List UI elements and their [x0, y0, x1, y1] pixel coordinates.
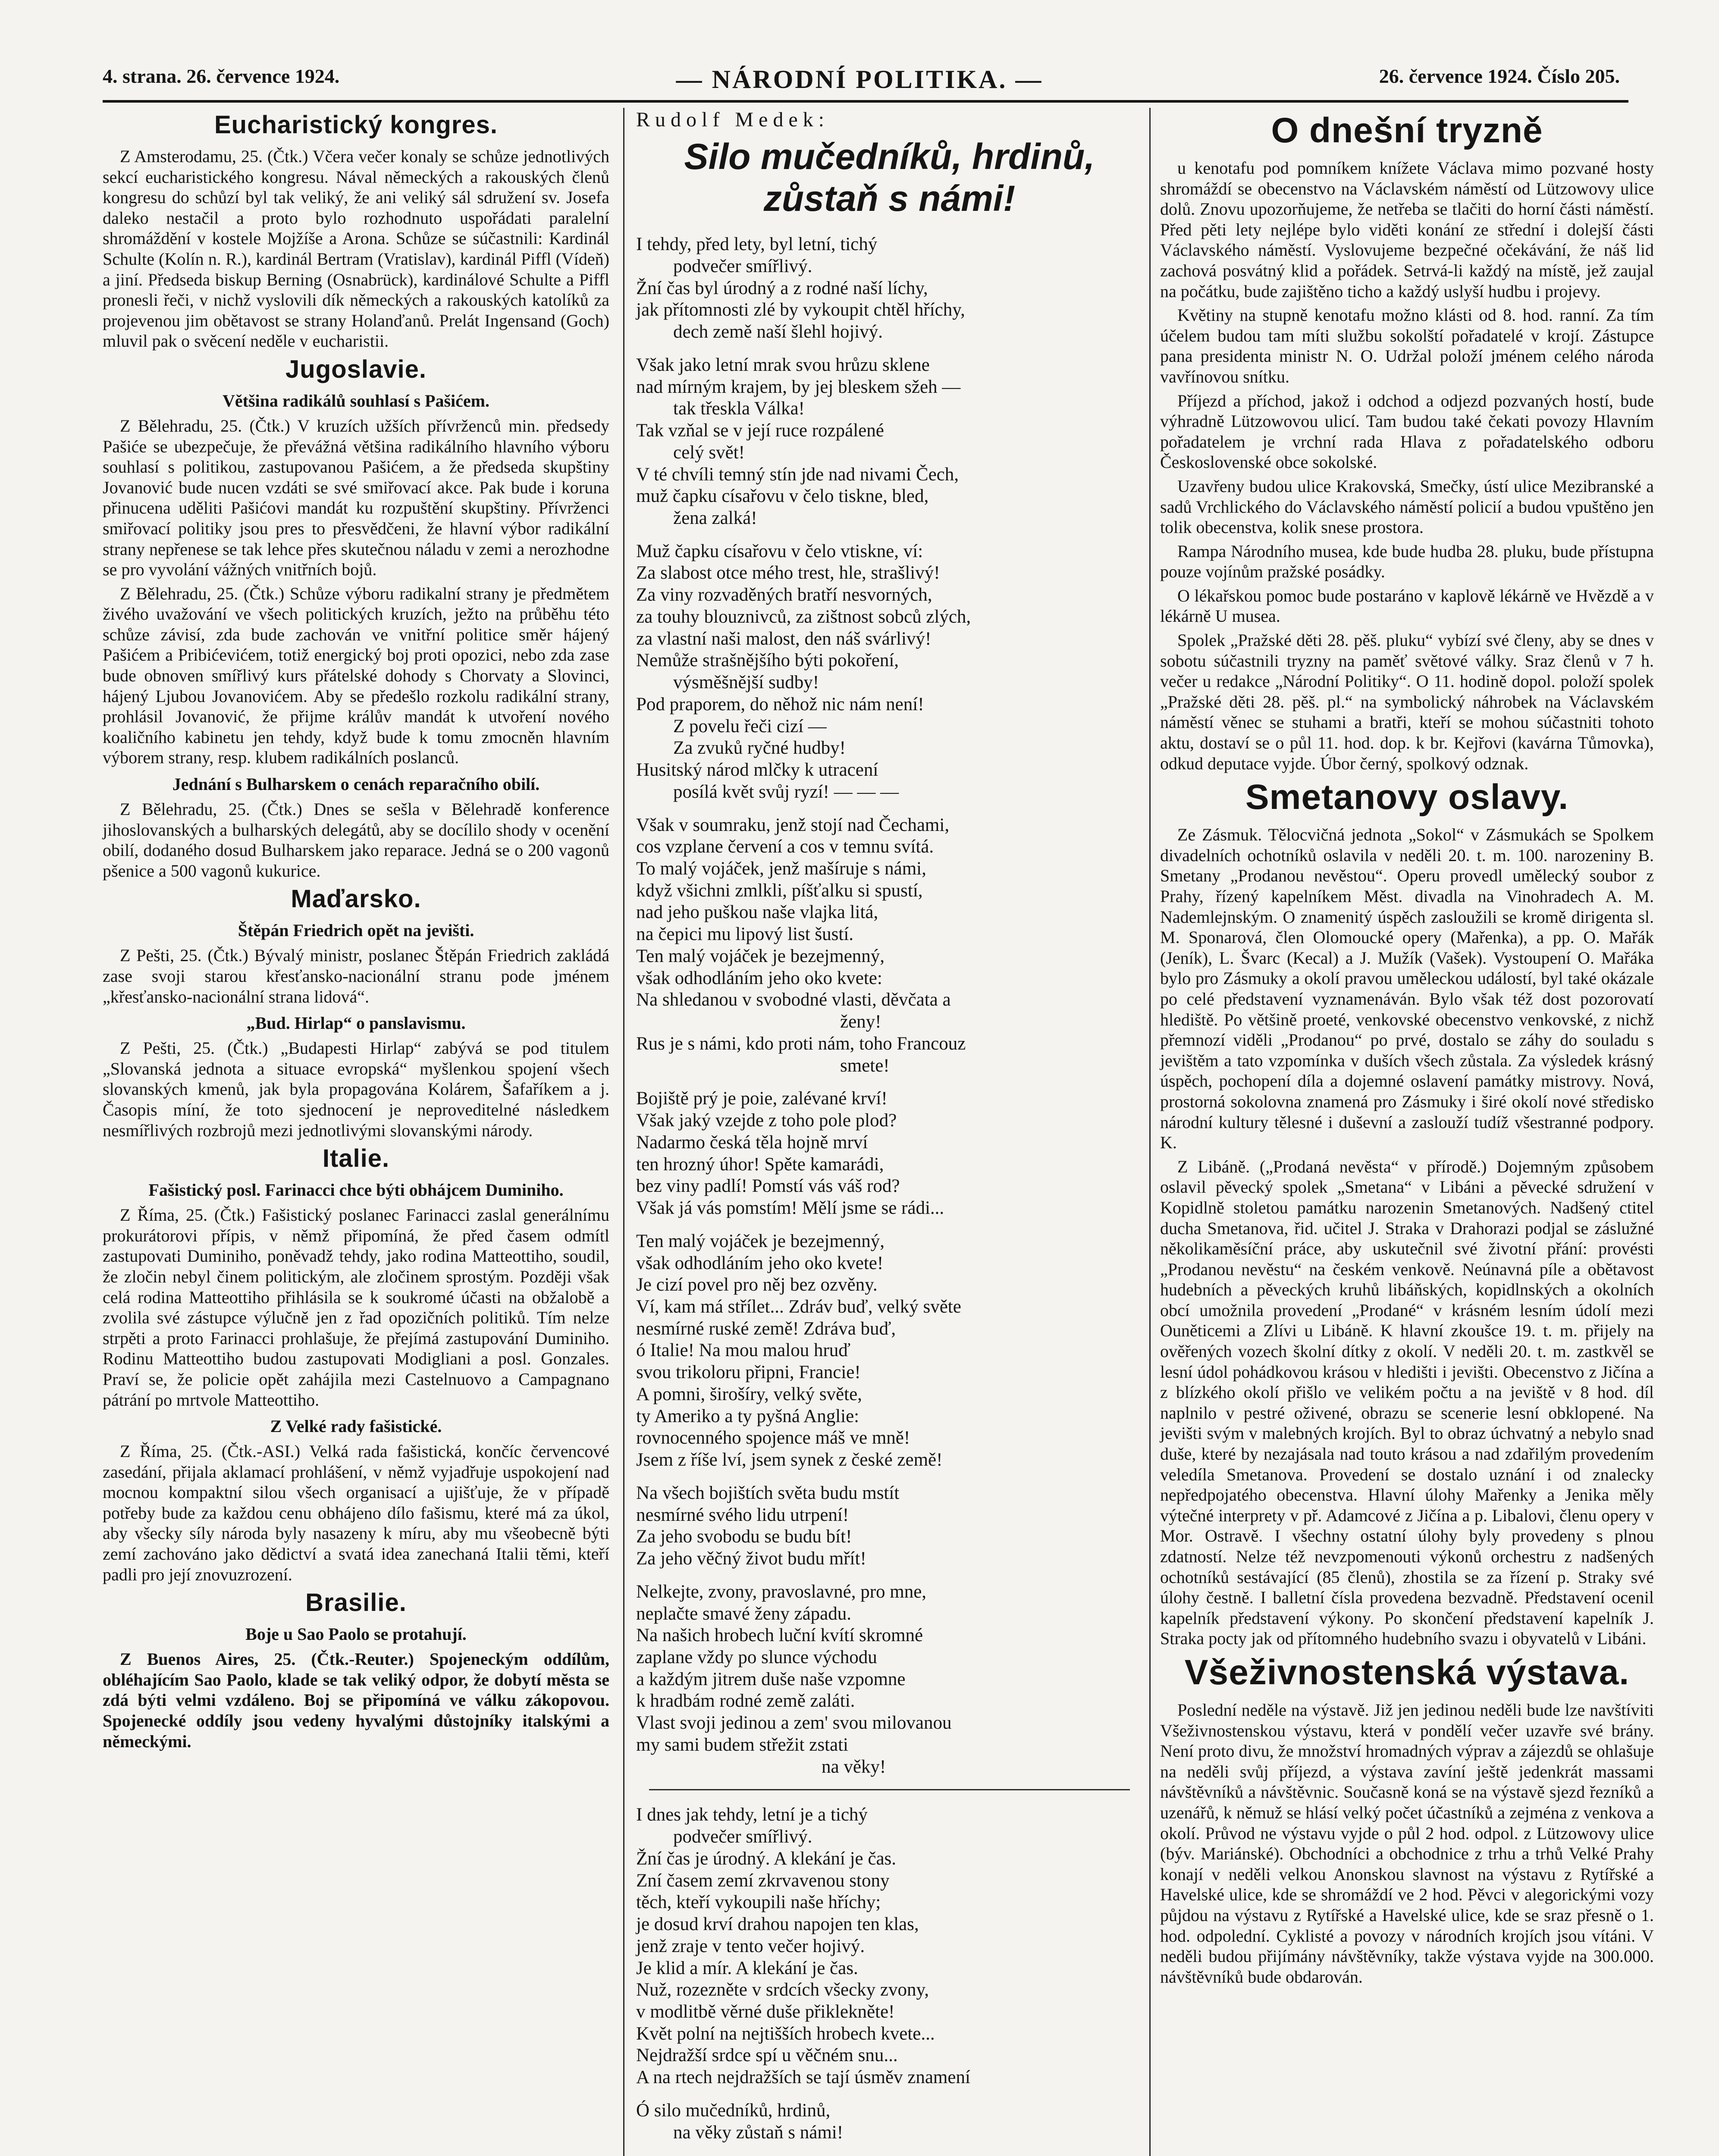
poem-stanza: Nelkejte, zvony, pravoslavné, pro mne, neplačte smavé ženy západu. Na našich hrobech luční kvítí skromné zaplane vždy po slunce východu a každým jitrem duše naše vzpomne k hradbám rodné země zaláti. Vlast svoji jedinou a zem' svou milovanou my sami budem střežit zstati na věky!: [636, 1581, 952, 1777]
poem-stanza: Však jako letní mrak svou hrůzu sklene nad mírným krajem, by jej bleskem sžeh — tak třeskla Válka! Tak vzňal se v její ruce rozpálené celý svět! V té chvíli temný stín jde nad nivami Čech, muž čapku císařovu v čelo tiskne, bled, žena zalká!: [636, 354, 961, 528]
page-header-right: 26. července 1924. Číslo 205.: [1379, 65, 1620, 87]
column-divider-1: [623, 108, 624, 2156]
poem-stanza: I tehdy, před lety, byl letní, tichý podvečer smířlivý. Žní čas byl úrodný a z rodné naší líchy, jak přítomnosti zlé by vykoupit chtěl hříchy, dech země naší šlehl hojivý.: [636, 234, 965, 342]
section-title-smetanovy-oslavy: Smetanovy oslavy.: [1245, 777, 1569, 817]
section-title-o-dnesni-tryzne: O dnešní tryzně: [1271, 111, 1543, 150]
article-paragraph: Z Bělehradu, 25. (Čtk.) Schůze výboru radikalní strany je předmětem živého uvažování ve všech politických kruzích, ježto na průběhu této schůze závisí, zda bude zachován ve vnitřní politice směr hájený Pašićem a Pribićevićem, totiž energický boj proti opozici, nebo zda zase bude obnoven smířlivý kurs přátelské dohody s Chorvaty a Slovinci, hájený Ljubou Jovanovićem. Aby se předešlo rozkolu radikální strany, prohlásil Jovanović, že přijme králův mandát k utvoření nového koaličního kabinetu jen tehdy, když bude k tomu zmocněn hlavním výborem strany, resp. klubem radikálních poslanců.: [103, 583, 609, 768]
poem-author: Rudolf Medek:: [636, 108, 829, 131]
poem-separator-rule: [649, 1789, 1130, 1790]
column-divider-2: [1149, 108, 1151, 2156]
section-title-madarsko: Maďarsko.: [291, 885, 421, 913]
article-subheading: Fašistický posl. Farinacci chce býti obhájcem Duminiho.: [148, 1180, 564, 1200]
section-title-vsezivnostenska-vystava: Všeživnostenská výstava.: [1184, 1652, 1630, 1692]
article-paragraph: Z Bělehradu, 25. (Čtk.) V kruzích užších přívrženců min. předsedy Pašiće se ubezpečuje, že převážná většina radikálního hlavního výboru souhlasí s politikou, zastupovanou Pašićem, a že předseda skupštiny Jovanović bude nucen vzdáti se své smiřovací akce. Pak bude i koruna přinucena uděliti Pašićovi mandát ku rozpuštění skupštiny. Přívrženci smiřovací politiky jsou pres to přesvědčeni, že hlavní výbor radikální strany nepřenese se tak lehce přes skutečnou náladu v zemi a nerozhodne se pro vyvolání vážných vnitřních bojů.: [103, 416, 609, 580]
article-paragraph: Z Říma, 25. (Čtk.-ASI.) Velká rada fašistická, končíc červencové zasedání, přijala aklamací prohlášení, v němž vyjadřuje uspokojení nad mocnou kompaktní silou všech organisací a ujišťuje, že v případě potřeby bude za každou cenu obhájeno dílo fašismu, které má za úkol, aby všecky síly národa byly nasazeny k míru, aby mu všeobecně býti zemí zachováno jako dědictví a svatá idea zanechaná Italii těmi, kteří padli pro její znovuzrození.: [103, 1442, 609, 1584]
article-paragraph: Spolek „Pražské děti 28. pěš. pluku“ vybízí své členy, aby se dnes v sobotu súčastnili tryzny na paměť světové války. Sraz členů v 7 h. večer u redakce „Národní Politiky“. O 11. hodině dopol. položí spolek „Pražské děti 28. pěš. pl.“ na symbolický náhrobek na Václavském náměstí věnec se stuhami a bratři, kteří se mohou súčastniti tohoto aktu, dostaví se o půl 11. hod. dop. k br. Kejřovi (kavárna Tůmovka), odkud deputace vyjde. Úbor černý, spolkový odznak.: [1160, 630, 1654, 773]
article-subheading: „Bud. Hirlap“ o panslavismu.: [246, 1013, 466, 1033]
section-title-eucharisticky-kongres: Eucharistický kongres.: [214, 111, 498, 139]
article-subheading: Z Velké rady fašistické.: [270, 1416, 442, 1436]
section-title-jugoslavie: Jugoslavie.: [285, 355, 427, 383]
article-paragraph: Uzavřeny budou ulice Krakovská, Smečky, ústí ulice Mezibranské a sadů Vrchlického do Václavského náměstí policií a budou vpuštěno jen tolik obecenstva, kolik snese prostora.: [1160, 476, 1654, 537]
page-header-left: 4. strana. 26. července 1924.: [103, 65, 340, 87]
article-subheading: Jednání s Bulharskem o cenách reparačního obilí.: [172, 774, 540, 794]
article-subheading: Štěpán Friedrich opět na jevišti.: [238, 921, 474, 940]
article-paragraph: u kenotafu pod pomníkem knížete Václava mimo pozvané hosty shromáždí se obecenstvo na Václavském náměstí od Lützowovy ulice dolů. Znovu upozorňujeme, že netřeba se tlačiti do horní části náměstí. Před pěti lety nejlépe bylo viděti konání ze střední i dolejší části Václavského náměstí. Vyslovujeme bezpečné očekávání, že náš lid zachová posvátný klid a pořádek. Setrvá-li každý na místě, jež zaujal na počátku, bude zajištěno ticho a každý uslyší hudbu i projevy.: [1160, 158, 1654, 301]
article-paragraph: Z Buenos Aires, 25. (Čtk.-Reuter.) Spojeneckým oddílům, obléhajícím Sao Paolo, klade se tak veliký odpor, že dobytí města se zdá býti velmi vzdáleno. Boj se připomíná ve válku zákopovou. Spojenecké oddíly jsou vedeny hyvalými důstojníky italskými a německými.: [103, 1649, 609, 1751]
section-title-italie: Italie.: [322, 1144, 390, 1173]
article-paragraph: Z Pešti, 25. (Čtk.) „Budapesti Hirlap“ zabývá se pod titulem „Slovanská jednota a situace evropská“ myšlenkou spojení všech slovanských kmenů, jak byla propagována Kolárem, Šafaříkem a j. Časopis míní, že toto sjednocení je neproveditelné následkem nesmířlivých rozbrojů mezi jednotlivými slovanskými národy.: [103, 1038, 609, 1140]
poem-title: Silo mučedníků, hrdinů, zůstaň s námi!: [684, 136, 1095, 219]
article-paragraph: Rampa Národního musea, kde bude hudba 28. pluku, bude přístupna pouze vojínům pražské posádky.: [1160, 541, 1654, 582]
poem-stanza: Na všech bojištích světa budu mstít nesmírné svého lidu utrpení! Za jeho svobodu se budu bít! Za jeho věčný život budu mřít!: [636, 1482, 900, 1569]
header-rule: [103, 100, 1628, 103]
column-right: [1160, 108, 1654, 1990]
masthead-title: — NÁRODNÍ POLITIKA. —: [676, 65, 1043, 94]
poem-stanza: Bojiště prý je poie, zalévané krví! Však jaký vzejde z toho pole plod? Nadarmo česká těla hojně mrví ten hrozný úhor! Spěte kamarádi, bez viny padlí! Pomstí vás váš rod? Však já vás pomstím! Mělí jsme se rádi...: [636, 1088, 944, 1219]
article-subheading: Boje u Sao Paolo se protahují.: [245, 1624, 467, 1644]
article-paragraph: O lékařskou pomoc bude postaráno v kaplově lékárně ve Hvězdě a v lékárně U musea.: [1160, 586, 1654, 626]
section-title-brasilie: Brasilie.: [305, 1589, 407, 1617]
poem-stanza: Ó silo mučedníků, hrdinů, na věky zůstaň s námi!: [636, 2100, 844, 2143]
poem-stanza: I dnes jak tehdy, letní je a tichý podvečer smířlivý. Žní čas je úrodný. A klekání je čas. Zní časem zemí zkrvavenou stony těch, kteří vykoupili naše hříchy; je dosud krví drahou napojen ten klas, jenž zraje v tento večer hojivý. Je klid a mír. A klekání je čas. Nuž, rozezněte v srdcích všecky zvony, v modlitbě věrné duše přiklekněte! Květ polní na nejtišších hrobech kvete... Nejdražší srdce spí u věčném snu... A na rtech nejdražších se tají úsměv znamení: [636, 1805, 970, 2088]
article-paragraph: Z Pešti, 25. (Čtk.) Bývalý ministr, poslanec Štěpán Friedrich zakládá zase svoji starou křesťansko-nacionální stranu pode jménem „křesťansko-nacionální strana lidová“.: [103, 946, 609, 1006]
article-paragraph: Z Říma, 25. (Čtk.) Fašistický poslanec Farinacci zaslal generálnímu prokurátorovi přípis, v němž připomíná, že před časem odmítl zastupovati Duminiho, poněvadž tehdy, jako rodina Matteottiho, soudil, že zločin nebyl činem politickým, ale zločinem sprostým. Později však celá rodina Matteottiho přihlásila se k soukromé účasti na obžalobě a zvolila své zástupce výlučně jen z řad opozičních politiků. Tím nelze strpěti a proto Farinacci prohlašuje, že přejímá zastupování Duminiho. Rodinu Matteottiho budou zastupovati Modigliani a posl. Gonzales. Praví se, že policie opět zahájila mezi Castelnuovo a Campagnano pátrání po mrtvole Matteottiho.: [103, 1205, 609, 1410]
article-paragraph: Z Bělehradu, 25. (Čtk.) Dnes se sešla v Bělehradě konference jihoslovanských a bulharských delegátů, aby se docílilo shody v ocenění obilí, dodaného dosud Bulharskem jako reparace. Jedná se o 200 vagonů pšenice a 500 vagonů kukurice.: [103, 799, 609, 881]
column-left: [103, 108, 609, 1755]
article-paragraph: Ze Zásmuk. Tělocvičná jednota „Sokol“ v Zásmukách se Spolkem divadelních ochotníků oslavila v neděli 20. t. m. 100. narozeniny B. Smetany „Prodanou nevěstou“. Operu provedl umělecký soubor z Prahy, řízený kapelníkem Měst. divadla na Vinohradech A. M. Nademlejnským. O znamenitý úspěch zasloužili se kromě dirigenta sl. M. Sponarová, člen Olomoucké opery (Mařenka), a pp. O. Mařák (Jeník), L. Švarc (Kecal) a J. Mužík (Vašek). Vystoupení O. Mařáka bylo pro Zásmuky a okolí pravou uměleckou událostí, byl také okázale po celé představení vyznamenáván. Bylo však též dost pozorovatí hlediště. Po většině proeté, venkovské obecenstvo venkovské, z nichž přemnozí viděli „Prodanou“ po prvé, dostalo se záhy do souladu s jevištěm a tato vzpomínka v duších všech zůstala. Za výsledek krásný úspěch, pochopení díla a dojemné oslavení památky mistrovy. Nová, prostorná sokolovna znamená pro Zásmuky i širé okolí nové středisko národní kultury tělesné i duševní a zaslouží tudíž všestranné podpory. K.: [1160, 825, 1654, 1153]
article-subheading: Většina radikálů souhlasí s Pašićem.: [223, 391, 489, 411]
poem-stanza: Ten malý vojáček je bezejmenný, však odhodláním jeho oko kvete! Je cizí povel pro něj bez ozvěny. Ví, kam má střílet... Zdráv buď, velký světe nesmírné ruské země! Zdráva buď, ó Italie! Na mou malou hruď svou trikoloru připni, Francie! A pomni, širošíry, velký světe, ty Ameriko a ty pyšná Anglie: rovnocenného spojence máš ve mně! Jsem z říše lví, jsem synek z české země!: [636, 1231, 961, 1470]
poem-stanza: Však v soumraku, jenž stojí nad Čechami, cos vzplane červení a cos v temnu svítá. To malý vojáček, jenž mašíruje s námi, když všichni zmlkli, píšťalku si spustí, nad jeho puškou naše vlajka litá, na čepici mu lipový list šustí. Ten malý vojáček je bezejmenný, však odhodláním jeho oko kvete: Na shledanou v svobodné vlasti, děvčata a ženy! Rus je s námi, kdo proti nám, toho Francouz smete!: [636, 815, 966, 1076]
article-paragraph: Příjezd a příchod, jakož i odchod a odjezd pozvaných hostí, bude výhradně Lützowovou ulicí. Tam budou také čekati povozy Hlavním pořadatelem je vrchní rada Hlava z pořadatelského odboru Československé obce sokolské.: [1160, 391, 1654, 472]
article-paragraph: Z Amsterodamu, 25. (Čtk.) Včera večer konaly se schůze jednotlivých sekcí eucharistického kongresu. Nával německých a rakouských členů kongresu do schůzí byl tak veliký, že ani veliký sál sdružení sv. Josefa daleko nestačil a proto bylo rozhodnuto uspořádati paralelní shromáždění v kostele Mojžíše a Arona. Schůze se súčastnili: Kardinál Schulte (Kolín n. R.), kardinál Bertram (Vratislav), kardinál Piffl (Vídeň) a jiní. Předseda biskup Berning (Osnabrück), kardinálové Schulte a Piffl pronesli řeči, v nichž vyslovili dík německých a rakouských katolíků za projevenou jim obětavost se strany Holanďanů. Prelát Ingensand (Goch) mluvil pak o svěcení neděle v eucharistii.: [103, 147, 609, 351]
article-paragraph: Květiny na stupně kenotafu možno klásti od 8. hod. ranní. Za tím účelem budou tam míti službu sokolští pořadatelé v krojí. Zástupce pana presidenta ministr N. O. Udržal položí jménem celého národa vavřínovou snítku.: [1160, 305, 1654, 386]
article-paragraph: Poslední neděle na výstavě. Již jen jedinou neděli bude lze navštíviti Všeživnostenskou výstavu, která v pondělí večer uzavře své brány. Není proto divu, že množství hromadných výprav a zájezdů se ohlašuje na neděli svůj příjezd, a výstava zavíní ještě jedenkrát massami návštěvníků a návštěvnic. Současně koná se na výstavě sjezd řezníků a uzenářů, k němuž se hlásí velký počet účastníků a zejména z venkova a okolí. Průvod ne výstavu vyjde o půl 2 hod. odpol. z Lützowovy ulice (býv. Mariánské). Obchodníci a obchodnice z trhu a trhů Velké Prahy konají v neděli velkou Anonskou slavnost na výstavu z Rytířské a Havelské ulice, kde se shromáždí ve 2 hod. Pěvci v alegorickými vozy půjdou na výstavu z Rytířské a Havelské ulice, kde se sraz přesně o 1. hod. odpolední. Cyklisté a povozy v národních krojích jsou vítáni. V neděli budou přijímány návštěvníky, takže výstava vyjde na 300.000. návštěvníků bude obdarován.: [1160, 1700, 1654, 1987]
poem-stanza: Muž čapku císařovu v čelo vtiskne, ví: Za slabost otce mého trest, hle, strašlivý! Za viny rozvaděných bratří nesvorných, za touhy blouznivců, za zištnost sobců zlých, za vlastní naši malost, den náš svárlivý! Nemůže strašnějšího býti pokoření, výsměšnější sudby! Pod praporem, do něhož nic nám není! Z povelu řeči cizí — Za zvuků ryčné hudby! Husitský národ mlčky k utracení posílá květ svůj ryzí! — — —: [636, 541, 971, 802]
article-paragraph: Z Libáně. („Prodaná nevěsta“ v přírodě.) Dojemným způsobem oslavil pěvecký spolek „Smetana“ v Libáni a pěvecké sdružení v Kopidlně stoletou památku narozenin Smetanových. Nadšený ctitel ducha Smetanova, řid. učitel J. Straka v Drahorazi podjal se záslužné několikaměsíční práce, aby uskutečnil své životní přání: provésti „Prodanou nevěstu“ na českém venkově. Neúnavná píle a obětavost hudebních a pěveckých kruhů libáňských, kopidlnských a okolních obcí umožnila provedení „Prodané“ v krásném lesním údolí mezi Ouněticemi a Zlívi u Libáně. K hlavní zkoušce 19. t. m. přijely na ověřených vozech školní dítky z okolí. V neděli 20. t. m. zastkvěl se lesní údol pohádkovou krásou v hledišti i jevišti. Obecenstvo z Jičína a z blízkého okolí přišlo ve velikém počtu a na jeviště v 8 hod. díl naplnilo v pestré oživené, obrazu se scenerie lesní obklopené. Na jevišti svým v malebných krojích. Byl to obraz úchvatný a nebylo snad duše, které by nezajásala nad touto krásou a nad zdařilým provedením veledíla Smetanova. Provedení se dostalo uznání i od znalecky nepředpojatého obecenstva. Hlavní úlohy Mařenky a Jenika měly výtečné interprety v př. Adamcové z Jičína a p. Libalovi, členu opery v Mor. Ostravě. I všechny ostatní úlohy byly provedeny s plnou zdatností. Nelze též nevzpomenouti výkonů orchestru z nadšených ochotníků sestávající (85 členů), zhostila se za řízení p. Straky své úlohy čestně. I balletní čísla provedena bezvadně. Představení ocenil kapelník představení výkony. Po skončení představení kapelník J. Straka pocty jak od přítomného hudebního svazu i obyvatelů v Libáni.: [1160, 1156, 1654, 1648]
column-center-poem: [636, 108, 1143, 2155]
